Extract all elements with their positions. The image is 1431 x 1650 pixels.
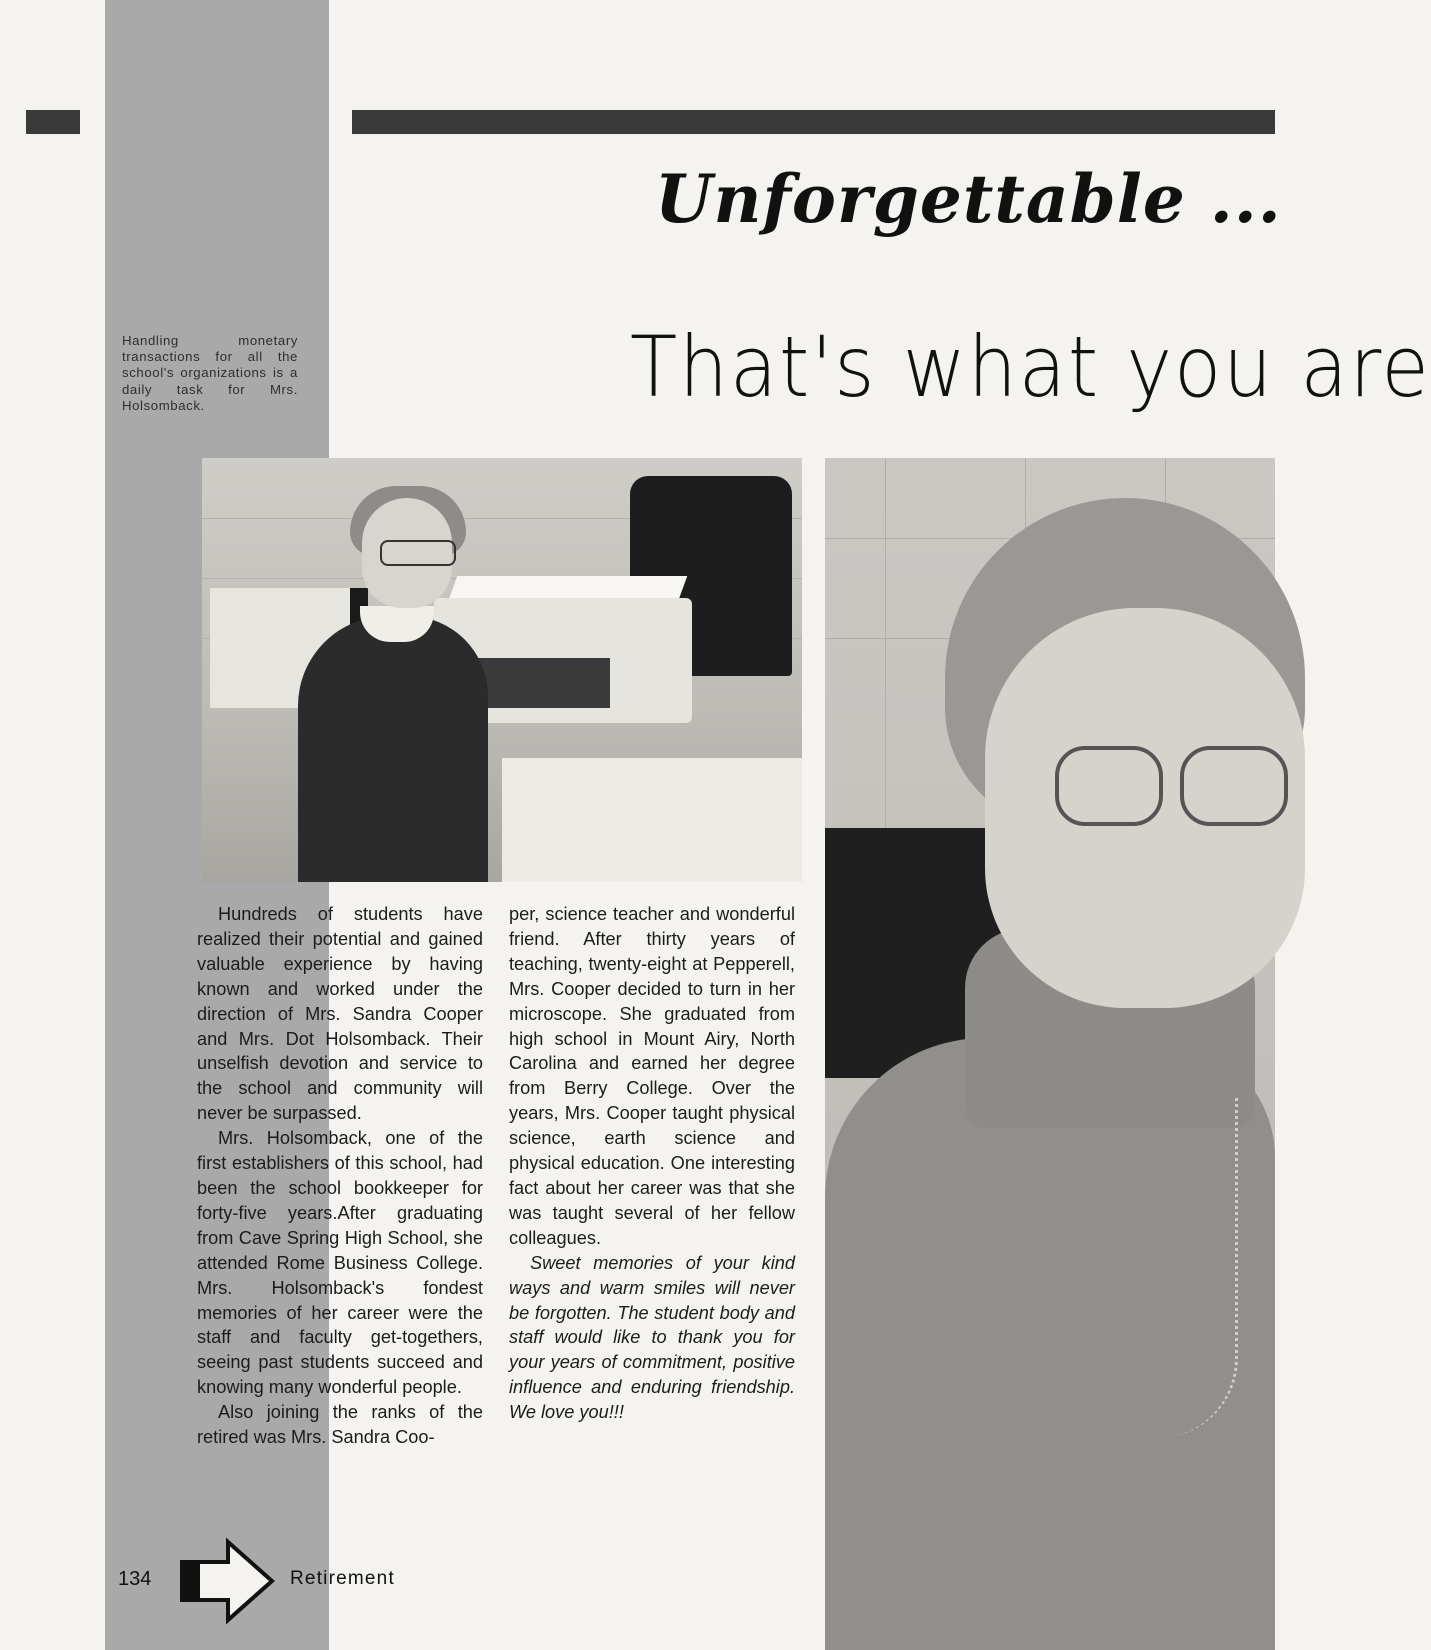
- photo-caption: Handling monetary transactions for all the school's organizations is a daily task for Mrs. Holsomback.: [122, 333, 298, 413]
- header-rule-left: [26, 110, 80, 134]
- section-label: Retirement: [290, 1568, 395, 1589]
- body-text-column-2: [509, 902, 795, 1425]
- photo-holsomback-at-desk: [202, 458, 802, 882]
- body-text-column-1: [197, 902, 483, 1450]
- arrow-right-icon: [180, 1540, 275, 1622]
- closing-paragraph: Sweet memories of your kind ways and warm smiles will never be forgotten. The student body and staff would like to thank you for your years of commitment, positive influence and enduring friendship. We love you!!!: [509, 1252, 795, 1423]
- paragraph: Mrs. Holsomback, one of the first establishers of this school, had been the school bookkeeper for forty-five years.After graduating from Cave Spring High School, she attended Rome Business College. Mrs. Holsomback's fondest memories of her career were the staff and faculty get-togethers, seeing past students succeed and knowing many wonderful people.: [197, 1128, 483, 1398]
- paragraph: Also joining the ranks of the retired was Mrs. Sandra Coo-: [197, 1402, 483, 1448]
- page-subtitle: That's what you are: [630, 318, 1431, 416]
- paragraph: per, science teacher and wonderful friend. After thirty years of teaching, twenty-eight at Pepperell, Mrs. Cooper decided to turn in her microscope. She graduated from high school in Mount Airy, North Carolina and earned her degree from Berry College. Over the years, Mrs. Cooper taught physical science, earth science and physical education. One interesting fact about her career was that she was taught several of her fellow colleagues.: [509, 904, 795, 1248]
- paragraph: Hundreds of students have realized their potential and gained valuable experience by having known and worked under the direction of Mrs. Sandra Cooper and Mrs. Dot Holsomback. Their unselfish devotion and service to the school and community will never be surpassed.: [197, 904, 483, 1124]
- header-rule-right: [352, 110, 1275, 134]
- photo-cooper-portrait: [825, 458, 1275, 1650]
- page-number: 134: [118, 1568, 152, 1590]
- page-title: Unforgettable ...: [655, 160, 1282, 238]
